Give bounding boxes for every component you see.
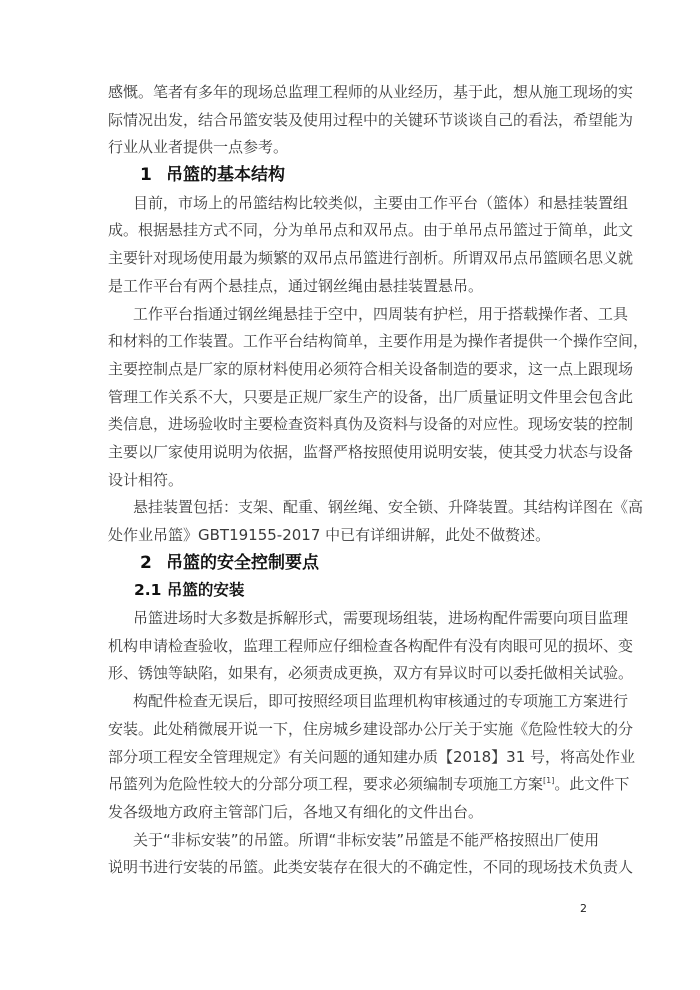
subsection-heading: 2.1 吊篮的安装: [134, 581, 245, 600]
section-number: 1: [140, 165, 152, 186]
text-line: 工作平台指通过钢丝绳悬挂于空中，四周装有护栏，用于搭载操作者、工具: [133, 304, 629, 323]
text-line: 管理工作关系不大，只要是正规厂家生产的设备，出厂质量证明文件里会包含此: [108, 387, 634, 406]
text-line: 发各级地方政府主管部门后，各地又有细化的文件出台。: [108, 802, 484, 821]
text-line: 处作业吊篮》GBT19155-2017 中已有详细讲解，此处不做赘述。: [108, 526, 551, 544]
text-line: 和材料的工作装置。工作平台结构简单，主要作用是为操作者提供一个操作空间，: [108, 332, 649, 351]
text-line: 主要控制点是厂家的原材料使用必须符合相关设备制造的要求，这一点上跟现场: [108, 359, 634, 378]
page-number: 2: [580, 902, 587, 915]
text-line: 目前，市场上的吊篮结构比较类似，主要由工作平台（篮体）和悬挂装置组: [133, 193, 629, 212]
text-line: 吊篮进场时大多数是拆解形式，需要现场组装，进场构配件需要向项目监理: [133, 609, 629, 628]
text-line: 成。根据悬挂方式不同，分为单吊点和双吊点。由于单吊点吊篮过于简单，此文: [108, 221, 634, 240]
section-heading: [108, 162, 593, 190]
text-line: 部分项工程安全管理规定》有关问题的通知建办质【2018】31 号，将高处作业: [108, 747, 636, 766]
citation-reference[interactable]: [1]: [543, 776, 555, 786]
text-line: 安装。此处稍微展开说一下，住房城乡建设部办公厅关于实施《危险性较大的分: [108, 719, 634, 738]
text-line: 是工作平台有两个悬挂点，通过钢丝绳由悬挂装置悬吊。: [108, 276, 484, 295]
text-line: 悬挂装置包括：支架、配重、钢丝绳、安全锁、升降装置。其结构详图在《高: [133, 498, 644, 517]
paragraph: [108, 827, 634, 882]
paragraph: [108, 190, 634, 301]
text-line: 吊篮列为危险性较大的分部分项工程，要求必须编制专项施工方案[1]。此文件下: [108, 775, 630, 794]
section-title: 吊篮的安全控制要点: [166, 552, 319, 573]
document-body: [108, 79, 649, 882]
text-line: 设计相符。: [108, 470, 184, 489]
paragraph: [108, 688, 636, 826]
text-line: 感慨。笔者有多年的现场总监理工程师的从业经历，基于此，想从施工现场的实: [108, 83, 634, 101]
text-line: 说明书进行安装的吊篮。此类安装存在很大的不确定性，不同的现场技术负责人: [108, 858, 634, 877]
text-line: 机构申请检查验收，监理工程师应仔细检查各构配件有没有肉眼可见的损坏、变: [108, 636, 634, 655]
text-line: 构配件检查无误后，即可按照经项目监理机构审核通过的专项施工方案进行: [133, 692, 629, 711]
paragraph: [108, 79, 634, 162]
text-line: 关于“非标安装”的吊篮。所谓“非标安装”吊篮是不能严格按照出厂使用: [133, 830, 600, 849]
text-line: 行业从业者提供一点参考。: [108, 138, 289, 157]
paragraph: [108, 494, 644, 549]
text-line: 形、锈蚀等缺陷，如果有，必须责成更换，双方有异议时可以委托做相关试验。: [108, 664, 634, 683]
section-title: 吊篮的基本结构: [166, 165, 285, 186]
section-heading: [108, 550, 593, 578]
section-number: 2: [140, 552, 152, 573]
paragraph: [108, 301, 649, 495]
text-line: 主要以厂家使用说明为依据，监督严格按照使用说明安装，使其受力状态与设备: [108, 442, 634, 461]
text-line: 类信息，进场验收时主要检查资料真伪及资料与设备的对应性。现场安装的控制: [108, 415, 634, 434]
text-line: 际情况出发，结合吊篮安装及使用过程中的关键环节谈谈自己的看法，希望能为: [108, 110, 634, 129]
text-line: 主要针对现场使用最为频繁的双吊点吊篮进行剖析。所谓双吊点吊篮顾名思义就: [108, 249, 634, 268]
paragraph: [108, 605, 634, 688]
